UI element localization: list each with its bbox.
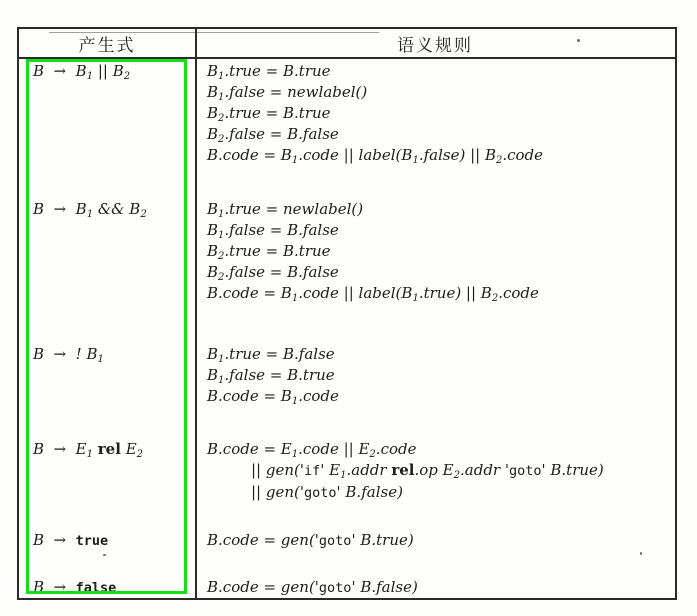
production-cell: B → false <box>33 578 117 596</box>
semantic-rules-cell <box>195 439 675 504</box>
semantic-rules-cell <box>195 344 675 407</box>
scan-speck <box>103 554 106 556</box>
rule-line: $B_2.true$ = B.true <box>207 104 331 124</box>
production-cell: $B \to B_1$ && $B_2$ <box>33 200 147 220</box>
rule-line: B.code = gen('goto' B.true) <box>207 531 414 549</box>
semantic-rules-table <box>17 27 677 600</box>
rule-line: $B_1.true$ = B.false <box>207 345 335 365</box>
rule-line: $B_2.true$ = B.true <box>207 242 331 262</box>
rule-line: B.code = gen('goto' B.false) <box>207 578 418 596</box>
rule-line: $B_1.false$ = newlabel() <box>207 83 368 103</box>
production-cell: $B \to E_1$ rel $E_2$ <box>33 440 144 460</box>
semantic-rules-cell <box>195 199 675 304</box>
rule-line: B.code = $B_1.code$ || $label(B_1.false)$ || $B_2.code$ <box>207 146 544 166</box>
table-row <box>19 530 675 552</box>
semantic-rules-cell <box>195 530 675 552</box>
rule-line: $B_1.true$ = newlabel() <box>207 200 364 220</box>
column-divider <box>195 29 197 598</box>
semantic-rules-cell <box>195 577 675 599</box>
rule-line: B.code = $B_1.code$ <box>207 387 339 407</box>
column-header-semantic-rules: 语义规则 <box>397 35 473 56</box>
rule-line: B.code = $B_1.code$ || $label(B_1.true)$ || $B_2.code$ <box>207 284 539 304</box>
table-body <box>19 59 675 598</box>
rule-line: $B_1.false$ = B.false <box>207 221 339 241</box>
scan-speck <box>640 552 642 555</box>
table-header-row <box>19 29 675 59</box>
rule-line: $B_2.false$ = B.false <box>207 263 339 283</box>
rule-line: $B_1.false$ = B.true <box>207 366 335 386</box>
scan-speck <box>577 39 580 42</box>
table-row <box>19 344 675 407</box>
production-cell: B → ! $B_1$ <box>33 345 104 365</box>
semantic-rules-cell <box>195 61 675 166</box>
table-row <box>19 577 675 599</box>
rule-line: $B_1.true$ = B.true <box>207 62 331 82</box>
production-cell: $B \to B_1$ || $B_2$ <box>33 62 131 82</box>
rule-line: $B_2.false$ = B.false <box>207 125 339 145</box>
table-row <box>19 61 675 166</box>
rule-line: B.code = $E_1.code$ || $E_2.code$ <box>207 440 417 460</box>
rule-line: || gen('goto' B.false) <box>251 483 403 501</box>
table-row <box>19 199 675 304</box>
column-header-production: 产生式 <box>78 35 136 56</box>
table-row <box>19 439 675 504</box>
rule-line: || gen('if' $E_1.addr$ rel.op $E_2.addr$ 'goto' B.true) <box>251 461 604 481</box>
production-cell: B → true <box>33 531 109 549</box>
